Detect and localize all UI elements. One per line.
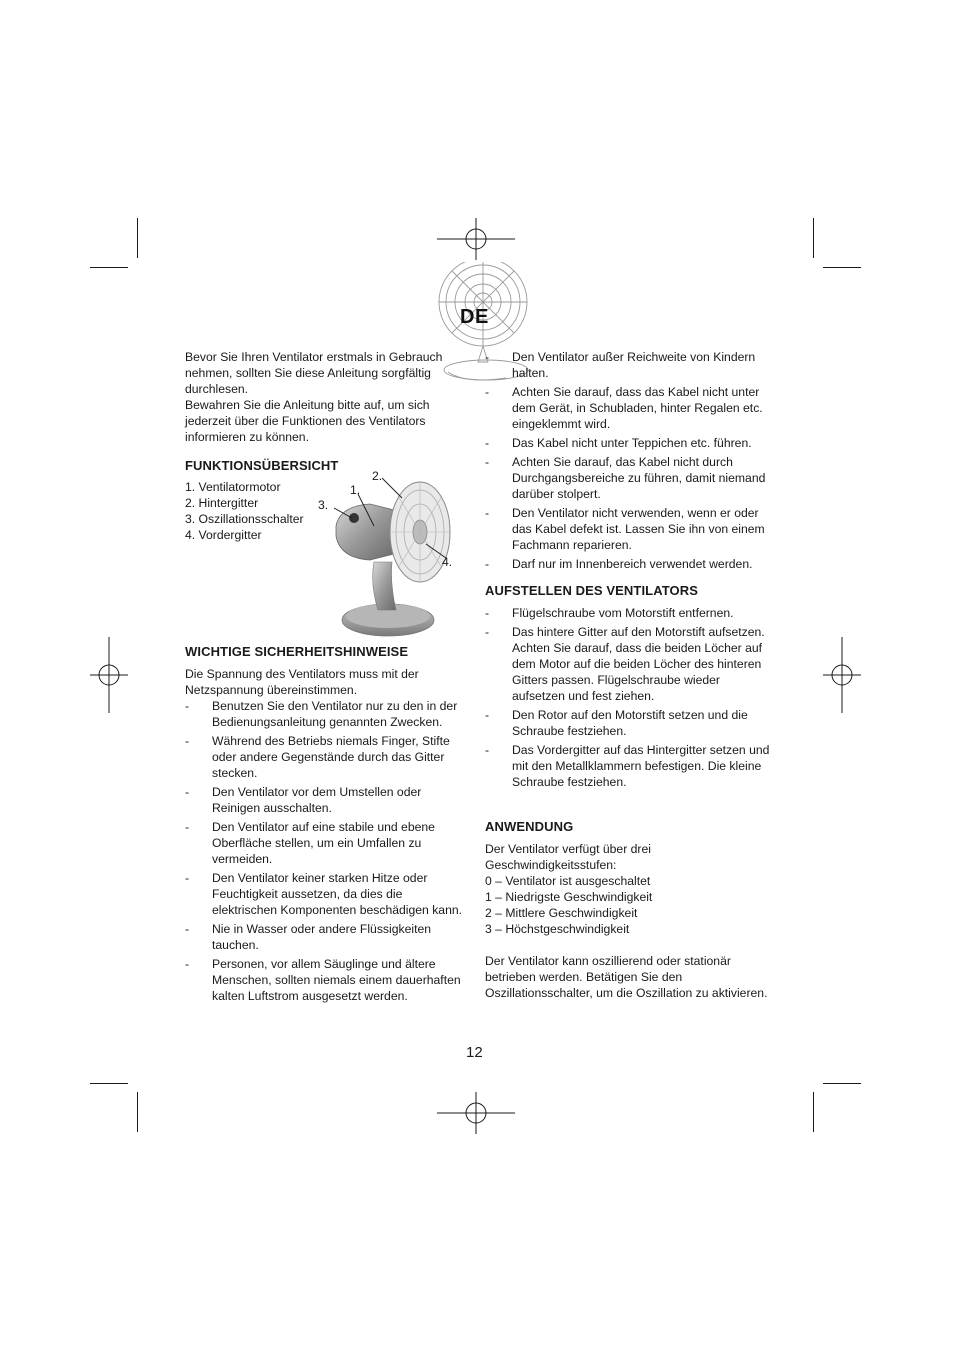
- list-item: - Achten Sie darauf, das Kabel nicht durch Durchgangsbereiche zu führen, damit niemand darüber stolpert.: [485, 455, 766, 501]
- usage-heading: ANWENDUNG: [485, 819, 574, 834]
- page-number: 12: [466, 1044, 483, 1061]
- overview-item: 2. Hintergitter: [185, 496, 259, 510]
- registration-mark-top: [437, 218, 515, 260]
- list-item: - Flügelschraube vom Motorstift entfernen.: [485, 606, 734, 620]
- usage-lead: Der Ventilator verfügt über drei Geschwindigkeitsstufen:: [485, 842, 651, 872]
- safety-heading: WICHTIGE SICHERHEITSHINWEISE: [185, 644, 409, 659]
- speed-level: 0 – Ventilator ist ausgeschaltet: [485, 874, 651, 888]
- language-badge: DE: [460, 306, 489, 328]
- speed-level: 2 – Mittlere Geschwindigkeit: [485, 906, 638, 920]
- callout-label: 3.: [318, 498, 329, 512]
- overview-item: 3. Oszillationsschalter: [185, 512, 304, 526]
- overview-item: 4. Vordergitter: [185, 528, 262, 542]
- callout-label: 2.: [372, 469, 383, 483]
- list-item: - Benutzen Sie den Ventilator nur zu den in der Bedienungsanleitung genannten Zwecken.: [185, 699, 458, 729]
- setup-heading: AUFSTELLEN DES VENTILATORS: [485, 583, 699, 598]
- list-item: - Den Ventilator auf eine stabile und ebene Oberfläche stellen, um ein Umfallen zu vermeiden.: [185, 820, 435, 866]
- list-item: - Darf nur im Innenbereich verwendet werden.: [485, 557, 753, 571]
- list-item: - Den Ventilator keiner starken Hitze oder Feuchtigkeit aussetzen, da dies die elektrischen Komponenten beschädigen kann.: [185, 871, 463, 917]
- safety-list-left: [185, 666, 470, 1007]
- registration-mark-left: [90, 637, 128, 713]
- speed-level: 3 – Höchstgeschwindigkeit: [485, 922, 630, 936]
- list-item: - Nie in Wasser oder andere Flüssigkeiten tauchen.: [185, 922, 432, 952]
- usage-note: Der Ventilator kann oszillierend oder stationär betrieben werden. Betätigen Sie den Oszillationsschalter, um die Oszillation zu aktivieren.: [485, 954, 768, 1000]
- list-item: - Das Vordergitter auf das Hintergitter setzen und mit den Metallklammern befestigen. Die kleine Schraube festziehen.: [485, 743, 770, 789]
- safety-lead: Die Spannung des Ventilators muss mit der Netzspannung übereinstimmen.: [185, 667, 419, 697]
- overview-list: [185, 479, 325, 543]
- intro-paragraph-2: Bewahren Sie die Anleitung bitte auf, um sich jederzeit über die Funktionen des Ventilators informieren zu können.: [185, 398, 430, 444]
- list-item: - Den Rotor auf den Motorstift setzen und die Schraube festziehen.: [485, 708, 748, 738]
- list-item: - Den Ventilator nicht verwenden, wenn er oder das Kabel defekt ist. Lassen Sie ihn von einem Fachmann reparieren.: [485, 506, 765, 552]
- left-column: [185, 349, 470, 445]
- overview-item: 1. Ventilatormotor: [185, 480, 281, 494]
- speed-level: 1 – Niedrigste Geschwindigkeit: [485, 890, 653, 904]
- callout-label: 4.: [442, 555, 453, 569]
- fan-illustration: [330, 474, 454, 640]
- list-item: - Den Ventilator außer Reichweite von Kindern halten.: [485, 350, 756, 380]
- overview-heading: FUNKTIONSÜBERSICHT: [185, 458, 339, 473]
- intro-paragraph-1: Bevor Sie Ihren Ventilator erstmals in Gebrauch nehmen, sollten Sie diese Anleitung sorgfältig durchlesen.: [185, 350, 443, 396]
- registration-mark-bottom: [437, 1092, 515, 1134]
- list-item: - Während des Betriebs niemals Finger, Stifte oder andere Gegenstände durch das Gitter stecken.: [185, 734, 450, 780]
- list-item: - Den Ventilator vor dem Umstellen oder Reinigen ausschalten.: [185, 785, 422, 815]
- setup-list: [485, 605, 770, 793]
- registration-mark-right: [823, 637, 861, 713]
- usage-section: [485, 841, 770, 1001]
- list-item: - Personen, vor allem Säuglinge und ältere Menschen, sollten niemals einem dauerhaften kalten Luftstrom ausgesetzt werden.: [185, 957, 461, 1003]
- safety-list-right: [485, 349, 770, 575]
- list-item: - Das Kabel nicht unter Teppichen etc. führen.: [485, 436, 752, 450]
- list-item: - Das hintere Gitter auf den Motorstift aufsetzen. Achten Sie darauf, dass die beiden Löcher auf dem Motor auf die beiden Löcher des hinteren Gitters passen. Flügelschraube wieder aufsetzen und fest ziehen.: [485, 625, 765, 703]
- callout-label: 1.: [350, 483, 361, 497]
- list-item: - Achten Sie darauf, dass das Kabel nicht unter dem Gerät, in Schubladen, hinter Regalen etc. eingeklemmt wird.: [485, 385, 763, 431]
